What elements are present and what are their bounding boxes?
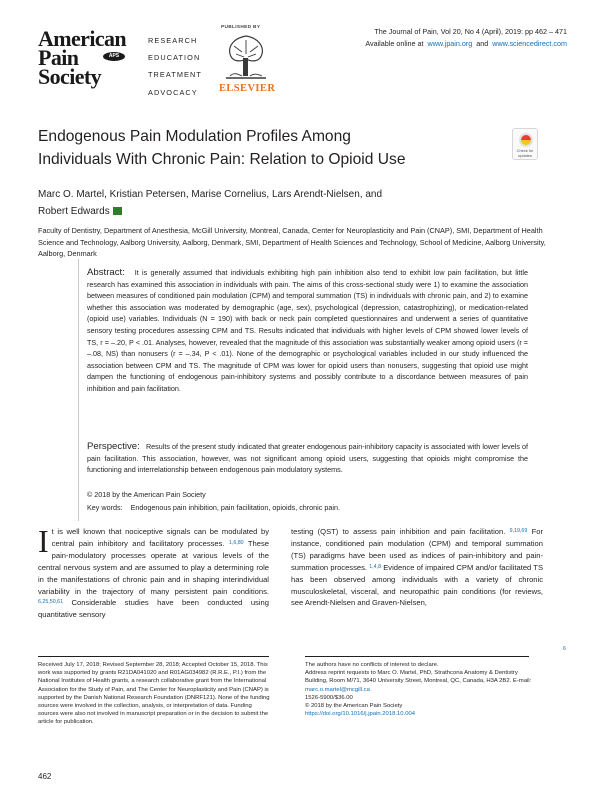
conflict-statement: The authors have no conflicts of interest to declare. xyxy=(305,662,439,668)
citation-ref[interactable]: 1,4,8 xyxy=(369,563,382,570)
author-list xyxy=(38,186,558,220)
citation-ref[interactable]: 1,6,80 xyxy=(228,539,244,546)
elsevier-tree-icon xyxy=(222,32,270,82)
orcid-icon[interactable] xyxy=(113,207,122,215)
drop-cap: I xyxy=(38,523,49,559)
footnote-divider-left xyxy=(38,656,269,657)
elsevier-wordmark: ELSEVIER xyxy=(219,83,276,94)
check-for-updates-button[interactable] xyxy=(512,128,538,160)
abstract-heading: Abstract: xyxy=(87,267,125,278)
email-link[interactable]: marc.o.martel@mcgill.ca xyxy=(305,686,370,693)
left-paragraph-part-3: Considerable studies have been conducted using quantitative sensory xyxy=(38,598,269,620)
title-line-2: Individuals With Chronic Pain: Relation to Opioid Use xyxy=(38,151,406,168)
doi-link[interactable]: https://doi.org/10.1016/j.jpain.2018.10.004 xyxy=(305,711,416,718)
tagline-research: RESEARCH xyxy=(148,36,198,45)
abstract-copyright: © 2018 by the American Pain Society xyxy=(87,490,206,499)
left-paragraph-part-1: t is well known that nociceptive signals can be modulated by central pain inhibitory and facilitatory processes. xyxy=(51,527,269,548)
sciencedirect-link[interactable]: www.sciencedirect.com xyxy=(492,39,567,48)
margin-citation-ref[interactable]: 6 xyxy=(563,646,566,652)
keywords-label: Key words: xyxy=(87,503,123,512)
right-paragraph-part-1: testing (QST) to assess pain inhibition and pain facilitation. xyxy=(291,527,506,536)
society-tagline xyxy=(148,32,202,101)
keywords xyxy=(87,503,340,512)
tagline-education: EDUCATION xyxy=(148,53,201,63)
and-word: and xyxy=(476,39,489,48)
jpain-link[interactable]: www.jpain.org xyxy=(427,39,473,48)
abstract-paragraph xyxy=(87,267,528,395)
check-updates-label: Check for updates xyxy=(516,148,534,158)
footnote-divider-right xyxy=(305,656,529,657)
check-updates-icon xyxy=(519,133,533,147)
published-by-label: PUBLISHED BY xyxy=(221,25,261,30)
right-paragraph-part-3: Evidence of impaired CPM and/or facilitated TS has been observed among individuals with a variety of chronic musculoskeletal, visceral, and neuropathic pain conditions (for reviews, see Arendt-Nielsen and Graven-Nielsen, xyxy=(291,562,544,608)
issn: 1526-5900/$36.00 xyxy=(305,694,353,701)
keywords-list: Endogenous pain inhibition, pain facilitation, opioids, chronic pain. xyxy=(130,503,340,512)
footnote-funding: Received July 17, 2018; Revised September 28, 2018; Accepted October 15, 2018. This work was supported by grants R21DA041020 and R01AG034982 (R.R.E., P.I.) from the National Institutes of Health grants, a research collaborative grant from the International Association for the Study of Pain, and The Center for Neuroplasticity and Pain (CNAP) is supported by the Danish National Research Foundation (DNRF121). None of the funding sources were involved in the collection, analysis, or interpretation of data. Funding sources were also not involved in manuscript preparation or in the decision to submit the article for publication. xyxy=(38,662,270,726)
journal-online-availability xyxy=(365,39,567,48)
logo-line-pain: Pain xyxy=(38,45,79,70)
article-title xyxy=(38,125,478,171)
reprint-address xyxy=(305,669,535,694)
abstract-text: It is generally assumed that individuals exhibiting high pain inhibition also tend to exhibit low pain facilitation, but little research has examined this association in individuals with pain. The aims of this cross-sectional study were 1) to examine the association between measures of conditioned pain modulation (CPM) and temporal summation (TS) in individuals with chronic pain, and 2) to examine whether this association was moderated by demographic (age, sex), psychological (depression, catastrophizing), or medication-related (opioid use) variables. Individuals (N = 190) with back or neck pain completed questionnaires and underwent a series of quantitative sensory testing procedures assessing CPM and TS. Results indicated that individuals with higher levels of CPM showed lower levels of TS, r = –.20, P < .01. Analyses, however, revealed that the magnitude of this association was substantially weaker among opioid users (r = –.08, NS) than nonusers (r = –.34, P < .01). None of the demographic or psychological variables included in our study influenced the association between CPM and TS. The magnitude of CPM was lower for opioid users than nonusers, suggesting that opioid use might dampen the functioning of endogenous pain-inhibitory systems and possibly contribute to a discordance between measures of pain inhibition and pain facilitation. xyxy=(87,268,528,393)
body-column-right xyxy=(291,526,543,609)
page-number: 462 xyxy=(38,772,52,781)
tagline-advocacy: ADVOCACY xyxy=(148,87,198,97)
citation-ref[interactable]: 6,25,50,61 xyxy=(38,599,64,606)
left-paragraph-part-2: These pain-modulatory processes operate at various levels of the central nervous system and are assumed to play a determining role in the manifestations of chronic pain and in shaping interindividual variability in the trajectory of many persistent pain conditions. xyxy=(38,538,269,596)
title-line-1: Endogenous Pain Modulation Profiles Among xyxy=(38,128,351,145)
authors-line-1: Marc O. Martel, Kristian Petersen, Marise Cornelius, Lars Arendt-Nielsen, and xyxy=(38,189,383,200)
author-affiliations: Faculty of Dentistry, Department of Anesthesia, McGill University, Montreal, Canada, Center for Neuroplasticity and Pain (CNAP), SMI, Department of Health Science and Technology, Aalborg University, Aalborg, Denmark, SMI, Department of Health Sciences and Technology, School of Medicine, Aalborg University, Aalborg, Denmark xyxy=(38,226,546,259)
perspective-text: Results of the present study indicated that greater endogenous pain-inhibitory capacity is associated with lower levels of pain facilitation. This association, however, was not significant among opioid users, suggesting that opioids might compromise the functioning and interrelationship between endogenous pain modulatory systems. xyxy=(87,442,528,475)
right-paragraph-part-2: For instance, conditioned pain modulation (CPM) and temporal summation (TS) paradigms have been used as indices of pain-inhibitory and pain-summation processes. xyxy=(291,527,543,572)
footnote-correspondence xyxy=(305,661,535,718)
logo-line-society: Society xyxy=(38,64,102,89)
footnote-copyright: © 2018 by the American Pain Society xyxy=(305,703,403,710)
citation-ref[interactable]: 9,19,69 xyxy=(509,528,528,534)
body-column-left xyxy=(38,523,269,621)
tagline-treatment: TREATMENT xyxy=(148,70,202,80)
aps-badge: APS xyxy=(103,52,125,61)
perspective-paragraph xyxy=(87,441,528,476)
reprint-address-text: Address reprint requests to Marc O. Martel, PhD, Strathcona Anatomy & Dentistry Building, Room M/71, 3640 University Street, Montreal, QC, Canada, H3A 2B2. E-mail: xyxy=(305,670,532,685)
author-robert-edwards: Robert Edwards xyxy=(38,206,110,217)
available-online-label: Available online at xyxy=(365,39,424,48)
perspective-heading: Perspective: xyxy=(87,441,140,452)
logo-line-american: American xyxy=(38,26,127,51)
journal-citation: The Journal of Pain, Vol 20, No 4 (April), 2019: pp 462 – 471 xyxy=(374,27,567,36)
authors-line-2 xyxy=(38,203,558,220)
